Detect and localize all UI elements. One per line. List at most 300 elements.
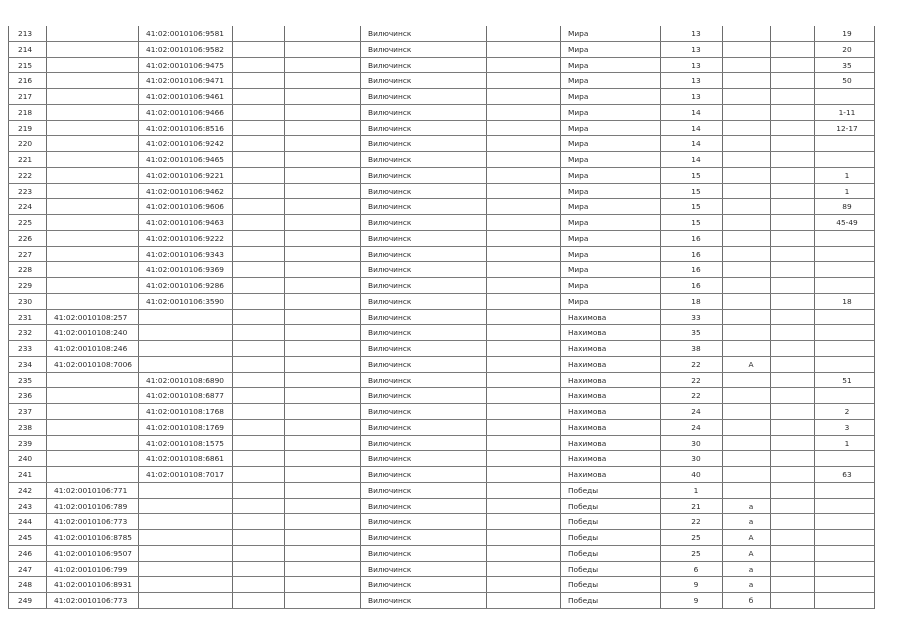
table-row (8, 325, 874, 341)
row-number-cell: 247 (18, 564, 33, 574)
cadastral-building-cell: 41:02:0010108:240 (54, 328, 128, 338)
row-number-cell: 232 (18, 328, 33, 338)
cadastral-premise-cell (146, 577, 242, 592)
apartment-cell (816, 562, 878, 577)
house-number-cell: 22 (691, 391, 701, 401)
apartment-cell: 3 (844, 422, 850, 432)
row-number-cell: 240 (18, 454, 33, 464)
cadastral-premise-cell: 41:02:0010106:9475 (146, 60, 225, 70)
apartment-cell (816, 357, 878, 372)
apartment-cell (816, 483, 878, 498)
cadastral-building-cell (54, 420, 146, 435)
house-number-cell: 1 (693, 485, 699, 495)
cadastral-premise-cell (146, 593, 242, 608)
table-row (8, 136, 874, 152)
table-row (8, 451, 874, 467)
cadastral-building-cell (54, 73, 146, 88)
row-number-cell: 228 (18, 265, 33, 275)
house-letter-cell: а (748, 580, 754, 590)
house-letter-cell (726, 483, 776, 498)
house-number-cell: 15 (691, 202, 701, 212)
cadastral-building-cell (54, 168, 146, 183)
house-letter-cell (726, 247, 776, 262)
city-cell: Вилючинск (368, 422, 412, 432)
table-row (8, 247, 874, 263)
row-number-cell: 238 (18, 422, 33, 432)
house-letter-cell (726, 42, 776, 57)
cadastral-building-cell (54, 136, 146, 151)
house-letter-cell (726, 58, 776, 73)
house-letter-cell (726, 73, 776, 88)
cadastral-premise-cell: 41:02:0010106:9242 (146, 139, 225, 149)
cadastral-building-cell (54, 247, 146, 262)
table-row (8, 483, 874, 499)
city-cell: Вилючинск (368, 596, 412, 605)
cadastral-building-cell (54, 89, 146, 104)
house-letter-cell (726, 184, 776, 199)
table-row (8, 58, 874, 74)
house-number-cell: 30 (691, 438, 701, 448)
house-number-cell: 38 (691, 344, 701, 353)
table-row (8, 168, 874, 184)
street-cell: Мира (568, 233, 589, 243)
city-cell: Вилючинск (368, 470, 412, 479)
street-cell: Мира (568, 155, 589, 164)
house-number-cell: 24 (691, 407, 701, 416)
city-cell: Вилючинск (368, 517, 412, 527)
apartment-cell (816, 247, 878, 262)
street-cell: Мира (568, 249, 589, 259)
cadastral-building-cell: 41:02:0010106:9507 (54, 548, 133, 558)
table-row (8, 105, 874, 121)
street-cell: Нахимова (568, 422, 607, 432)
table-row (8, 388, 874, 404)
house-number-cell: 9 (693, 580, 699, 590)
row-number-cell: 224 (18, 202, 33, 212)
cadastral-building-cell (54, 42, 146, 57)
cadastral-premise-cell: 41:02:0010106:9343 (146, 249, 225, 259)
apartment-cell: 89 (842, 202, 852, 212)
street-cell: Нахимова (568, 344, 607, 353)
cadastral-premise-cell (146, 341, 242, 356)
table-row (8, 152, 874, 168)
table-row (8, 404, 874, 420)
city-cell: Вилючинск (368, 139, 412, 149)
street-cell: Победы (568, 548, 599, 558)
street-cell: Нахимова (568, 312, 607, 322)
row-number-cell: 214 (18, 44, 33, 54)
house-number-cell: 13 (691, 92, 701, 101)
row-number-cell: 246 (18, 548, 33, 558)
house-number-cell: 22 (691, 359, 701, 369)
row-number-cell: 220 (18, 139, 33, 149)
city-cell: Вилючинск (368, 155, 412, 164)
row-number-cell: 225 (18, 218, 33, 227)
city-cell: Вилючинск (368, 548, 412, 558)
cadastral-premise-cell: 41:02:0010106:9463 (146, 218, 225, 227)
apartment-cell (816, 451, 878, 466)
cadastral-building-cell: 41:02:0010108:7006 (54, 359, 133, 369)
row-number-cell: 235 (18, 375, 33, 385)
apartment-cell (816, 514, 878, 529)
apartment-cell: 19 (842, 29, 852, 38)
apartment-cell: 51 (842, 375, 852, 385)
street-cell: Мира (568, 44, 589, 54)
table-row (8, 199, 874, 215)
house-letter-cell (726, 168, 776, 183)
city-cell: Вилючинск (368, 312, 412, 322)
apartment-cell: 2 (844, 407, 850, 416)
cadastral-premise-cell: 41:02:0010106:9222 (146, 233, 225, 243)
house-letter-cell (726, 436, 776, 451)
house-number-cell: 14 (691, 123, 701, 133)
cadastral-premise-cell: 41:02:0010106:3590 (146, 296, 225, 306)
house-letter-cell: А (748, 533, 754, 542)
house-letter-cell (726, 89, 776, 104)
row-number-cell: 230 (18, 296, 33, 306)
apartment-cell: 12-17 (836, 123, 858, 133)
city-cell: Вилючинск (368, 375, 412, 385)
cadastral-building-cell: 41:02:0010106:771 (54, 485, 128, 495)
cadastral-building-cell (54, 121, 146, 136)
row-number-cell: 236 (18, 391, 33, 401)
apartment-cell (816, 89, 878, 104)
row-number-cell: 237 (18, 407, 33, 416)
table-row (8, 373, 874, 389)
apartment-cell (816, 546, 878, 561)
house-letter-cell (726, 105, 776, 120)
cadastral-building-cell (54, 215, 146, 230)
cadastral-building-cell: 41:02:0010106:773 (54, 596, 128, 605)
cadastral-building-cell: 41:02:0010108:257 (54, 312, 128, 322)
table-row (8, 294, 874, 310)
house-number-cell: 33 (691, 312, 701, 322)
cadastral-premise-cell (146, 530, 242, 545)
table-row (8, 231, 874, 247)
cadastral-building-cell (54, 199, 146, 214)
street-cell: Победы (568, 564, 599, 574)
apartment-cell: 50 (842, 76, 852, 86)
cadastral-premise-cell: 41:02:0010108:1575 (146, 438, 225, 448)
table-row (8, 89, 874, 105)
house-letter-cell (726, 121, 776, 136)
street-cell: Нахимова (568, 391, 607, 401)
row-number-cell: 217 (18, 92, 33, 101)
house-letter-cell (726, 136, 776, 151)
house-letter-cell (726, 310, 776, 325)
street-cell: Мира (568, 139, 589, 149)
table-row (8, 42, 874, 58)
table-row (8, 26, 874, 42)
house-letter-cell (726, 26, 776, 41)
house-number-cell: 13 (691, 44, 701, 54)
cadastral-building-cell (54, 388, 146, 403)
apartment-cell (816, 231, 878, 246)
street-cell: Мира (568, 123, 589, 133)
street-cell: Мира (568, 107, 589, 117)
house-letter-cell: а (748, 501, 754, 511)
city-cell: Вилючинск (368, 123, 412, 133)
house-letter-cell: а (748, 517, 754, 527)
street-cell: Нахимова (568, 375, 607, 385)
cadastral-premise-cell: 41:02:0010106:9582 (146, 44, 225, 54)
city-cell: Вилючинск (368, 92, 412, 101)
city-cell: Вилючинск (368, 533, 412, 542)
street-cell: Мира (568, 202, 589, 212)
cadastral-premise-cell: 41:02:0010106:9466 (146, 107, 225, 117)
cadastral-building-cell (54, 373, 146, 388)
row-number-cell: 241 (18, 470, 33, 479)
house-letter-cell (726, 388, 776, 403)
apartment-cell: 45-49 (836, 218, 858, 227)
city-cell: Вилючинск (368, 580, 412, 590)
house-number-cell: 13 (691, 60, 701, 70)
cadastral-building-cell (54, 467, 146, 482)
cadastral-premise-cell: 41:02:0010106:9465 (146, 155, 225, 164)
street-cell: Победы (568, 580, 599, 590)
house-number-cell: 15 (691, 170, 701, 180)
street-cell: Победы (568, 501, 599, 511)
city-cell: Вилючинск (368, 186, 412, 196)
house-number-cell: 35 (691, 328, 701, 338)
cadastral-building-cell (54, 436, 146, 451)
table-row (8, 262, 874, 278)
house-letter-cell: А (748, 359, 754, 369)
city-cell: Вилючинск (368, 564, 412, 574)
table-row (8, 562, 874, 578)
table-row (8, 420, 874, 436)
apartment-cell: 20 (842, 44, 852, 54)
city-cell: Вилючинск (368, 407, 412, 416)
row-number-cell: 221 (18, 155, 33, 164)
street-cell: Мира (568, 218, 589, 227)
house-number-cell: 14 (691, 155, 701, 164)
house-letter-cell (726, 325, 776, 340)
cadastral-premise-cell: 41:02:0010106:8516 (146, 123, 225, 133)
house-number-cell: 9 (693, 596, 699, 605)
row-number-cell: 219 (18, 123, 33, 133)
table-row (8, 546, 874, 562)
house-number-cell: 6 (693, 564, 699, 574)
street-cell: Мира (568, 29, 589, 38)
table-row (8, 436, 874, 452)
row-number-cell: 218 (18, 107, 33, 117)
house-number-cell: 16 (691, 249, 701, 259)
row-number-cell: 233 (18, 344, 33, 353)
cadastral-premise-cell (146, 325, 242, 340)
apartment-cell: 63 (842, 470, 852, 479)
cadastral-premise-cell: 41:02:0010106:9461 (146, 92, 225, 101)
cadastral-premise-cell: 41:02:0010108:7017 (146, 470, 225, 479)
street-cell: Мира (568, 281, 589, 290)
cadastral-premise-cell: 41:02:0010108:6877 (146, 391, 225, 401)
house-number-cell: 15 (691, 186, 701, 196)
row-number-cell: 215 (18, 60, 33, 70)
street-cell: Нахимова (568, 328, 607, 338)
house-number-cell: 21 (691, 501, 701, 511)
street-cell: Мира (568, 170, 589, 180)
street-cell: Мира (568, 92, 589, 101)
city-cell: Вилючинск (368, 76, 412, 86)
house-letter-cell (726, 215, 776, 230)
table-row (8, 530, 874, 546)
cadastral-premise-cell: 41:02:0010108:6890 (146, 375, 225, 385)
row-number-cell: 242 (18, 485, 33, 495)
row-number-cell: 239 (18, 438, 33, 448)
row-number-cell: 227 (18, 249, 33, 259)
row-number-cell: 223 (18, 186, 33, 196)
street-cell: Нахимова (568, 454, 607, 464)
house-number-cell: 30 (691, 454, 701, 464)
apartment-cell (816, 341, 878, 356)
cadastral-premise-cell: 41:02:0010106:9581 (146, 29, 225, 38)
row-number-cell: 244 (18, 517, 33, 527)
row-number-cell: 216 (18, 76, 33, 86)
city-cell: Вилючинск (368, 501, 412, 511)
cadastral-premise-cell (146, 562, 242, 577)
city-cell: Вилючинск (368, 296, 412, 306)
table-row (8, 121, 874, 137)
cadastral-premise-cell: 41:02:0010106:9462 (146, 186, 225, 196)
street-cell: Победы (568, 596, 599, 605)
cadastral-building-cell (54, 404, 146, 419)
city-cell: Вилючинск (368, 485, 412, 495)
city-cell: Вилючинск (368, 60, 412, 70)
apartment-cell: 1 (844, 170, 850, 180)
apartment-cell: 1 (844, 186, 850, 196)
cadastral-building-cell (54, 184, 146, 199)
house-letter-cell: А (748, 548, 754, 558)
cadastral-premise-cell: 41:02:0010106:9286 (146, 281, 225, 290)
table-row (8, 73, 874, 89)
apartment-cell (816, 278, 878, 293)
cadastral-premise-cell: 41:02:0010106:9471 (146, 76, 225, 86)
house-letter-cell (726, 199, 776, 214)
apartment-cell (816, 262, 878, 277)
house-number-cell: 13 (691, 29, 701, 38)
house-letter-cell: а (748, 564, 754, 574)
city-cell: Вилючинск (368, 328, 412, 338)
city-cell: Вилючинск (368, 454, 412, 464)
house-number-cell: 16 (691, 265, 701, 275)
cadastral-premise-cell: 41:02:0010106:9606 (146, 202, 225, 212)
house-number-cell: 16 (691, 281, 701, 290)
cadastral-building-cell (54, 278, 146, 293)
house-number-cell: 13 (691, 76, 701, 86)
city-cell: Вилючинск (368, 29, 412, 38)
street-cell: Победы (568, 485, 599, 495)
table-row (8, 278, 874, 294)
row-number-cell: 222 (18, 170, 33, 180)
apartment-cell (816, 325, 878, 340)
apartment-cell (816, 530, 878, 545)
cadastral-premise-cell: 41:02:0010108:6861 (146, 454, 225, 464)
cadastral-building-cell (54, 262, 146, 277)
street-cell: Мира (568, 60, 589, 70)
cadastral-building-cell: 41:02:0010106:8931 (54, 580, 133, 590)
cadastral-premise-cell (146, 499, 242, 514)
cadastral-premise-cell (146, 514, 242, 529)
row-number-cell: 245 (18, 533, 33, 542)
city-cell: Вилючинск (368, 391, 412, 401)
apartment-cell (816, 152, 878, 167)
table-row (8, 215, 874, 231)
street-cell: Мира (568, 76, 589, 86)
cadastral-building-cell: 41:02:0010106:799 (54, 564, 128, 574)
apartment-cell (816, 593, 878, 608)
city-cell: Вилючинск (368, 233, 412, 243)
house-number-cell: 18 (691, 296, 701, 306)
street-cell: Нахимова (568, 470, 607, 479)
row-number-cell: 234 (18, 359, 33, 369)
city-cell: Вилючинск (368, 265, 412, 275)
city-cell: Вилючинск (368, 107, 412, 117)
cadastral-premise-cell (146, 310, 242, 325)
cadastral-premise-cell: 41:02:0010108:1768 (146, 407, 225, 416)
row-number-cell: 243 (18, 501, 33, 511)
house-letter-cell (726, 231, 776, 246)
cadastral-building-cell (54, 231, 146, 246)
house-letter-cell (726, 467, 776, 482)
row-number-cell: 249 (18, 596, 33, 605)
house-letter-cell (726, 262, 776, 277)
table-row (8, 357, 874, 373)
cadastral-building-cell (54, 451, 146, 466)
house-letter-cell (726, 451, 776, 466)
street-cell: Нахимова (568, 359, 607, 369)
house-number-cell: 15 (691, 218, 701, 227)
apartment-cell (816, 136, 878, 151)
cadastral-premise-cell (146, 546, 242, 561)
house-letter-cell (726, 373, 776, 388)
cadastral-building-cell (54, 105, 146, 120)
cadastral-premise-cell: 41:02:0010108:1769 (146, 422, 225, 432)
city-cell: Вилючинск (368, 344, 412, 353)
table-row (8, 499, 874, 515)
house-letter-cell (726, 420, 776, 435)
cadastral-building-cell: 41:02:0010108:246 (54, 344, 128, 353)
street-cell: Нахимова (568, 407, 607, 416)
apartment-cell (816, 310, 878, 325)
cadastral-premise-cell (146, 357, 242, 372)
house-number-cell: 14 (691, 107, 701, 117)
street-cell: Мира (568, 296, 589, 306)
cadastral-building-cell: 41:02:0010106:8785 (54, 533, 133, 542)
cadastral-building-cell (54, 294, 146, 309)
house-letter-cell (726, 404, 776, 419)
house-number-cell: 16 (691, 233, 701, 243)
table-row (8, 467, 874, 483)
row-number-cell: 231 (18, 312, 33, 322)
table-row (8, 577, 874, 593)
cadastral-building-cell: 41:02:0010106:773 (54, 517, 128, 527)
city-cell: Вилючинск (368, 359, 412, 369)
house-number-cell: 25 (691, 548, 701, 558)
city-cell: Вилючинск (368, 281, 412, 290)
apartment-cell: 35 (842, 60, 852, 70)
apartment-cell (816, 388, 878, 403)
apartment-cell: 18 (842, 296, 852, 306)
cadastral-building-cell: 41:02:0010106:789 (54, 501, 128, 511)
street-cell: Нахимова (568, 438, 607, 448)
city-cell: Вилючинск (368, 438, 412, 448)
table-row (8, 310, 874, 326)
city-cell: Вилючинск (368, 202, 412, 212)
table-row (8, 593, 874, 609)
street-cell: Мира (568, 265, 589, 275)
house-number-cell: 40 (691, 470, 701, 479)
cadastral-premise-cell: 41:02:0010106:9221 (146, 170, 225, 180)
